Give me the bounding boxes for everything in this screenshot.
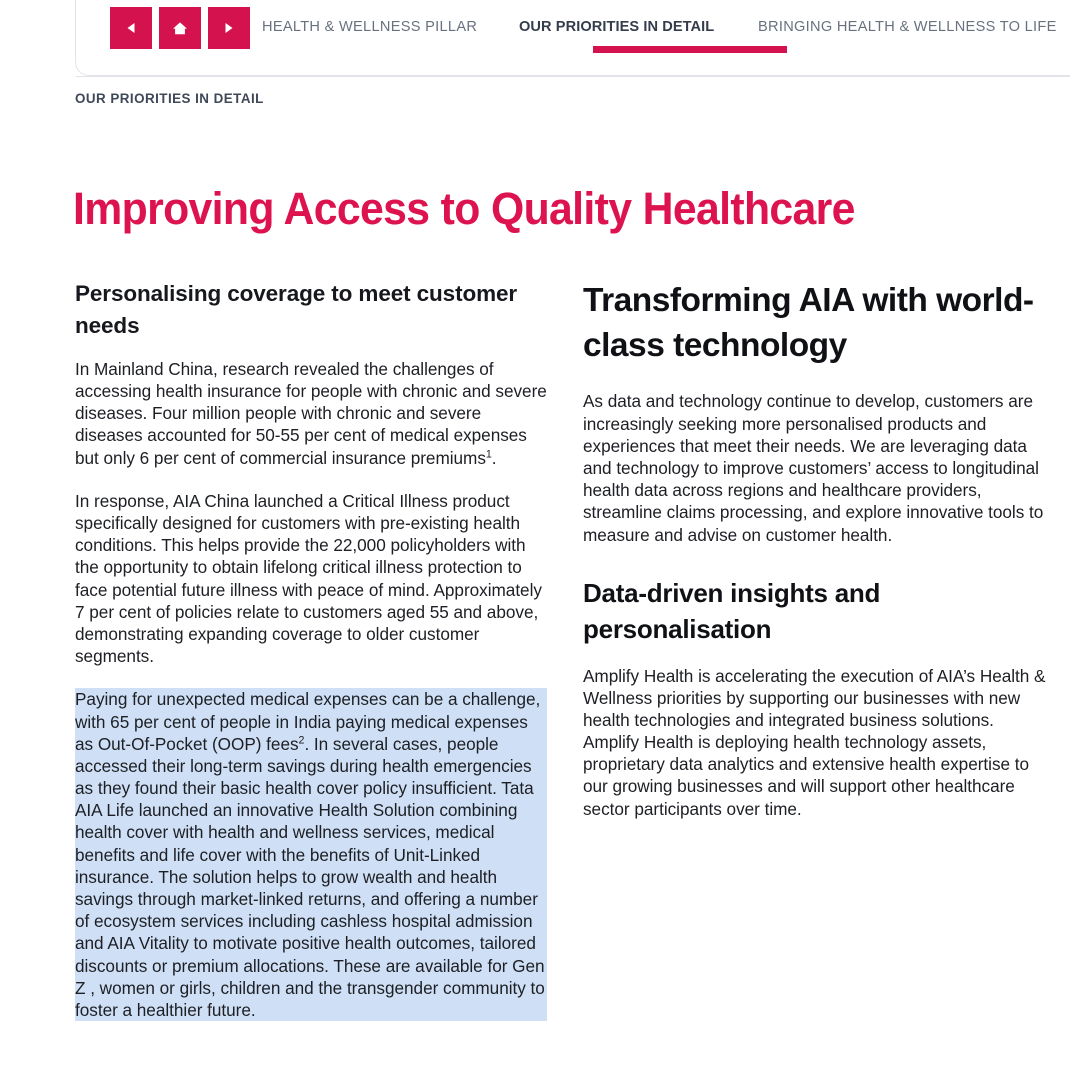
home-icon xyxy=(172,21,188,36)
breadcrumb: OUR PRIORITIES IN DETAIL xyxy=(75,91,264,106)
nav-bottom-divider xyxy=(76,76,1070,77)
left-paragraph-1 xyxy=(75,358,547,469)
left-paragraph-3-tail: . In several cases, people accessed their long-term savings during health emergencies as they found their basic health cover policy insufficient. Tata AIA Life launched an innovative Health Solution combining health cover with health and wellness services, medical benefits and life cover with the benefits of Unit-Linked insurance. The solution helps to grow wealth and health savings through market-linked returns, and offering a number of ecosystem services including cashless hospital admission and AIA Vitality to motivate positive health outcomes, tailored discounts or premium allocations. These are available for Gen Z , women or girls, children and the transgender community to foster a healthier future. xyxy=(75,733,545,1020)
nav-button-group xyxy=(110,7,250,49)
left-paragraph-3-text: Paying for unexpected medical expenses can be a challenge, with 65 per cent of people in India paying medical expenses as Out-Of-Pocket (OOP) fees xyxy=(75,689,541,754)
triangle-left-icon xyxy=(124,21,138,35)
footnote-marker-2[interactable]: 2 xyxy=(298,733,305,746)
nav-tab-list xyxy=(262,0,1070,76)
footnote-marker-1[interactable]: 1 xyxy=(485,447,492,460)
right-column-subheading: Data-driven insights and personalisation xyxy=(583,577,881,644)
active-tab-indicator xyxy=(593,46,787,53)
next-page-button[interactable] xyxy=(208,7,250,49)
right-content-column xyxy=(583,278,1051,820)
tab-health-wellness-pillar[interactable]: HEALTH & WELLNESS PILLAR xyxy=(262,19,478,35)
right-column-heading: Transforming AIA with world-class technology xyxy=(583,282,1034,365)
left-paragraph-1-tail: . xyxy=(491,447,497,468)
left-paragraph-1-text: In Mainland China, research revealed the challenges of accessing health insurance for people with chronic and severe diseases. Four million people with chronic and severe diseases accounted for 50-55 per cent of medical expenses but only 6 per cent of commercial insurance premiums xyxy=(75,358,547,468)
right-paragraph-1: As data and technology continue to develop, customers are increasingly seeking more personalised products and experiences that meet their needs. We are leveraging data and technology to improve customers’ access to longitudinal health data across regions and healthcare providers, streamline claims processing, and explore innovative tools to measure and advise on customer health. xyxy=(583,391,1044,545)
left-column-heading: Personalising coverage to meet customer needs xyxy=(75,281,518,338)
top-navigation-bar xyxy=(75,0,1070,76)
left-paragraph-2: In response, AIA China launched a Critical Illness product specifically designed for customers with pre-existing health conditions. This helps provide the 22,000 policyholders with the opportunity to obtain lifelong critical illness protection to face potential future illness with peace of mind. Approximately 7 per cent of policies relate to customers aged 55 and above, demonstrating expanding coverage to older customer segments. xyxy=(75,490,542,667)
left-content-column xyxy=(75,278,547,1021)
tab-our-priorities-in-detail[interactable]: OUR PRIORITIES IN DETAIL xyxy=(519,19,715,35)
triangle-right-icon xyxy=(222,21,236,35)
home-button[interactable] xyxy=(159,7,201,49)
page-title: Improving Access to Quality Healthcare xyxy=(73,183,855,235)
right-paragraph-2: Amplify Health is accelerating the execution of AIA’s Health & Wellness priorities by supporting our businesses with new health technologies and integrated business solutions. Amplify Health is deploying health technology assets, proprietary data analytics and extensive health expertise to our growing businesses and will support other healthcare sector participants over time. xyxy=(583,665,1046,819)
nav-inner xyxy=(76,0,1070,76)
previous-page-button[interactable] xyxy=(110,7,152,49)
tab-bringing-health-wellness-to-life[interactable]: BRINGING HEALTH & WELLNESS TO LIFE xyxy=(758,19,1057,35)
left-paragraph-3-selected[interactable] xyxy=(75,688,547,1021)
